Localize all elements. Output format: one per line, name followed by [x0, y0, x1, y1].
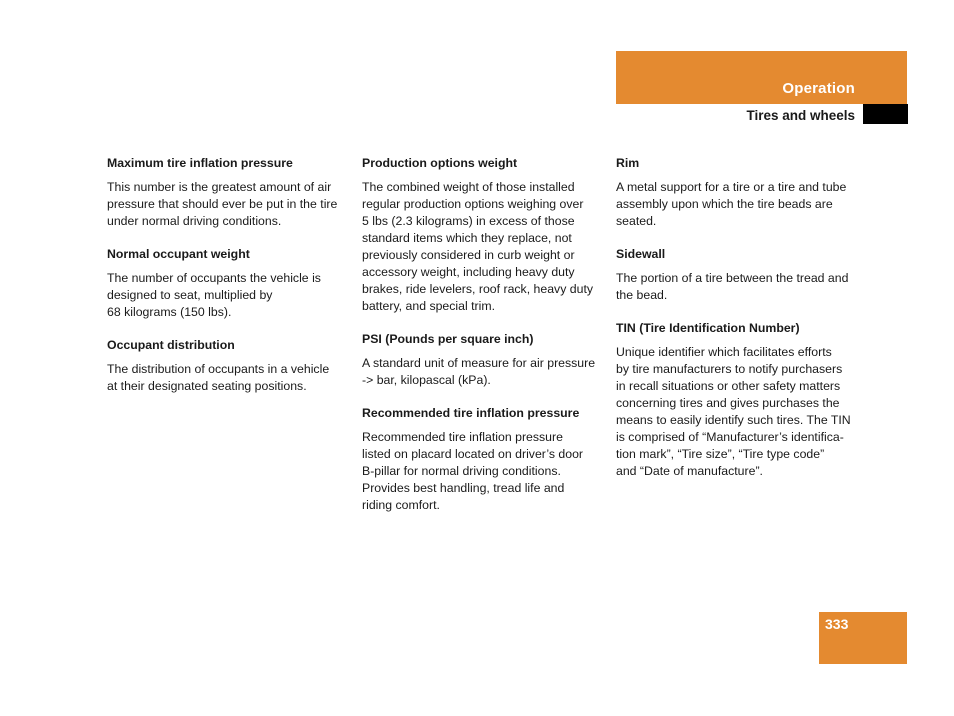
- definition-text: Unique identifier which facilitates efforts by tire manufacturers to notify purchasers in recall situations or other safety matters concerning tires and gives purchases the means to easily identify such tires. The TIN is comprised of “Manufacturer’s identifica- tion mark”, “Tire size”, “Tire type code” and “Date of manufacture”.: [616, 345, 851, 478]
- definition-text: The distribution of occupants in a vehicle at their designated seating positions.: [107, 362, 330, 393]
- column-3: [616, 155, 856, 496]
- definition-term: Occupant distribution: [107, 338, 235, 352]
- definition-text: This number is the greatest amount of air pressure that should ever be put in the tire under normal driving conditions.: [107, 180, 338, 228]
- column-2: [362, 155, 602, 530]
- definition-recommended-tire-inflation-pressure: [362, 405, 602, 514]
- section-title: Operation: [782, 80, 855, 97]
- definition-rim: [616, 155, 856, 230]
- subsection-title: Tires and wheels: [746, 108, 855, 123]
- definition-tin: [616, 320, 856, 480]
- definition-production-options-weight: [362, 155, 602, 315]
- definition-term: Normal occupant weight: [107, 247, 250, 261]
- definition-text: A metal support for a tire or a tire and tube assembly upon which the tire beads are seated.: [616, 180, 847, 228]
- definition-text: The number of occupants the vehicle is designed to seat, multiplied by 68 kilograms (150 lbs).: [107, 271, 321, 319]
- definition-term: Production options weight: [362, 156, 518, 170]
- definition-text: Recommended tire inflation pressure listed on placard located on driver’s door B-pillar for normal driving conditions. Provides best handling, tread life and riding comfort.: [362, 430, 584, 512]
- definition-text: The combined weight of those installed regular production options weighing over 5 lbs (2.3 kilograms) in excess of those standard items which they replace, not previously considered in curb weight or accessory weight, including heavy duty brakes, ride levelers, roof rack, heavy duty battery, and special trim.: [362, 180, 594, 313]
- page-number-box: [819, 612, 907, 664]
- definition-term: Sidewall: [616, 247, 666, 261]
- section-header: [616, 51, 907, 104]
- definition-term: Rim: [616, 156, 640, 170]
- definition-text: The portion of a tire between the tread and the bead.: [616, 271, 849, 302]
- definition-sidewall: [616, 246, 856, 304]
- definition-normal-occupant-weight: [107, 246, 347, 321]
- definition-max-tire-inflation-pressure: [107, 155, 347, 230]
- definition-term: Recommended tire inflation pressure: [362, 406, 580, 420]
- definition-psi: [362, 331, 602, 389]
- definition-term: PSI (Pounds per square inch): [362, 332, 534, 346]
- definition-text: A standard unit of measure for air pressure -> bar, kilopascal (kPa).: [362, 356, 596, 387]
- page-number: 333: [825, 616, 849, 632]
- column-1: [107, 155, 347, 411]
- thumb-tab: [863, 104, 908, 124]
- definition-term: Maximum tire inflation pressure: [107, 156, 293, 170]
- definition-occupant-distribution: [107, 337, 347, 395]
- definition-term: TIN (Tire Identification Number): [616, 321, 800, 335]
